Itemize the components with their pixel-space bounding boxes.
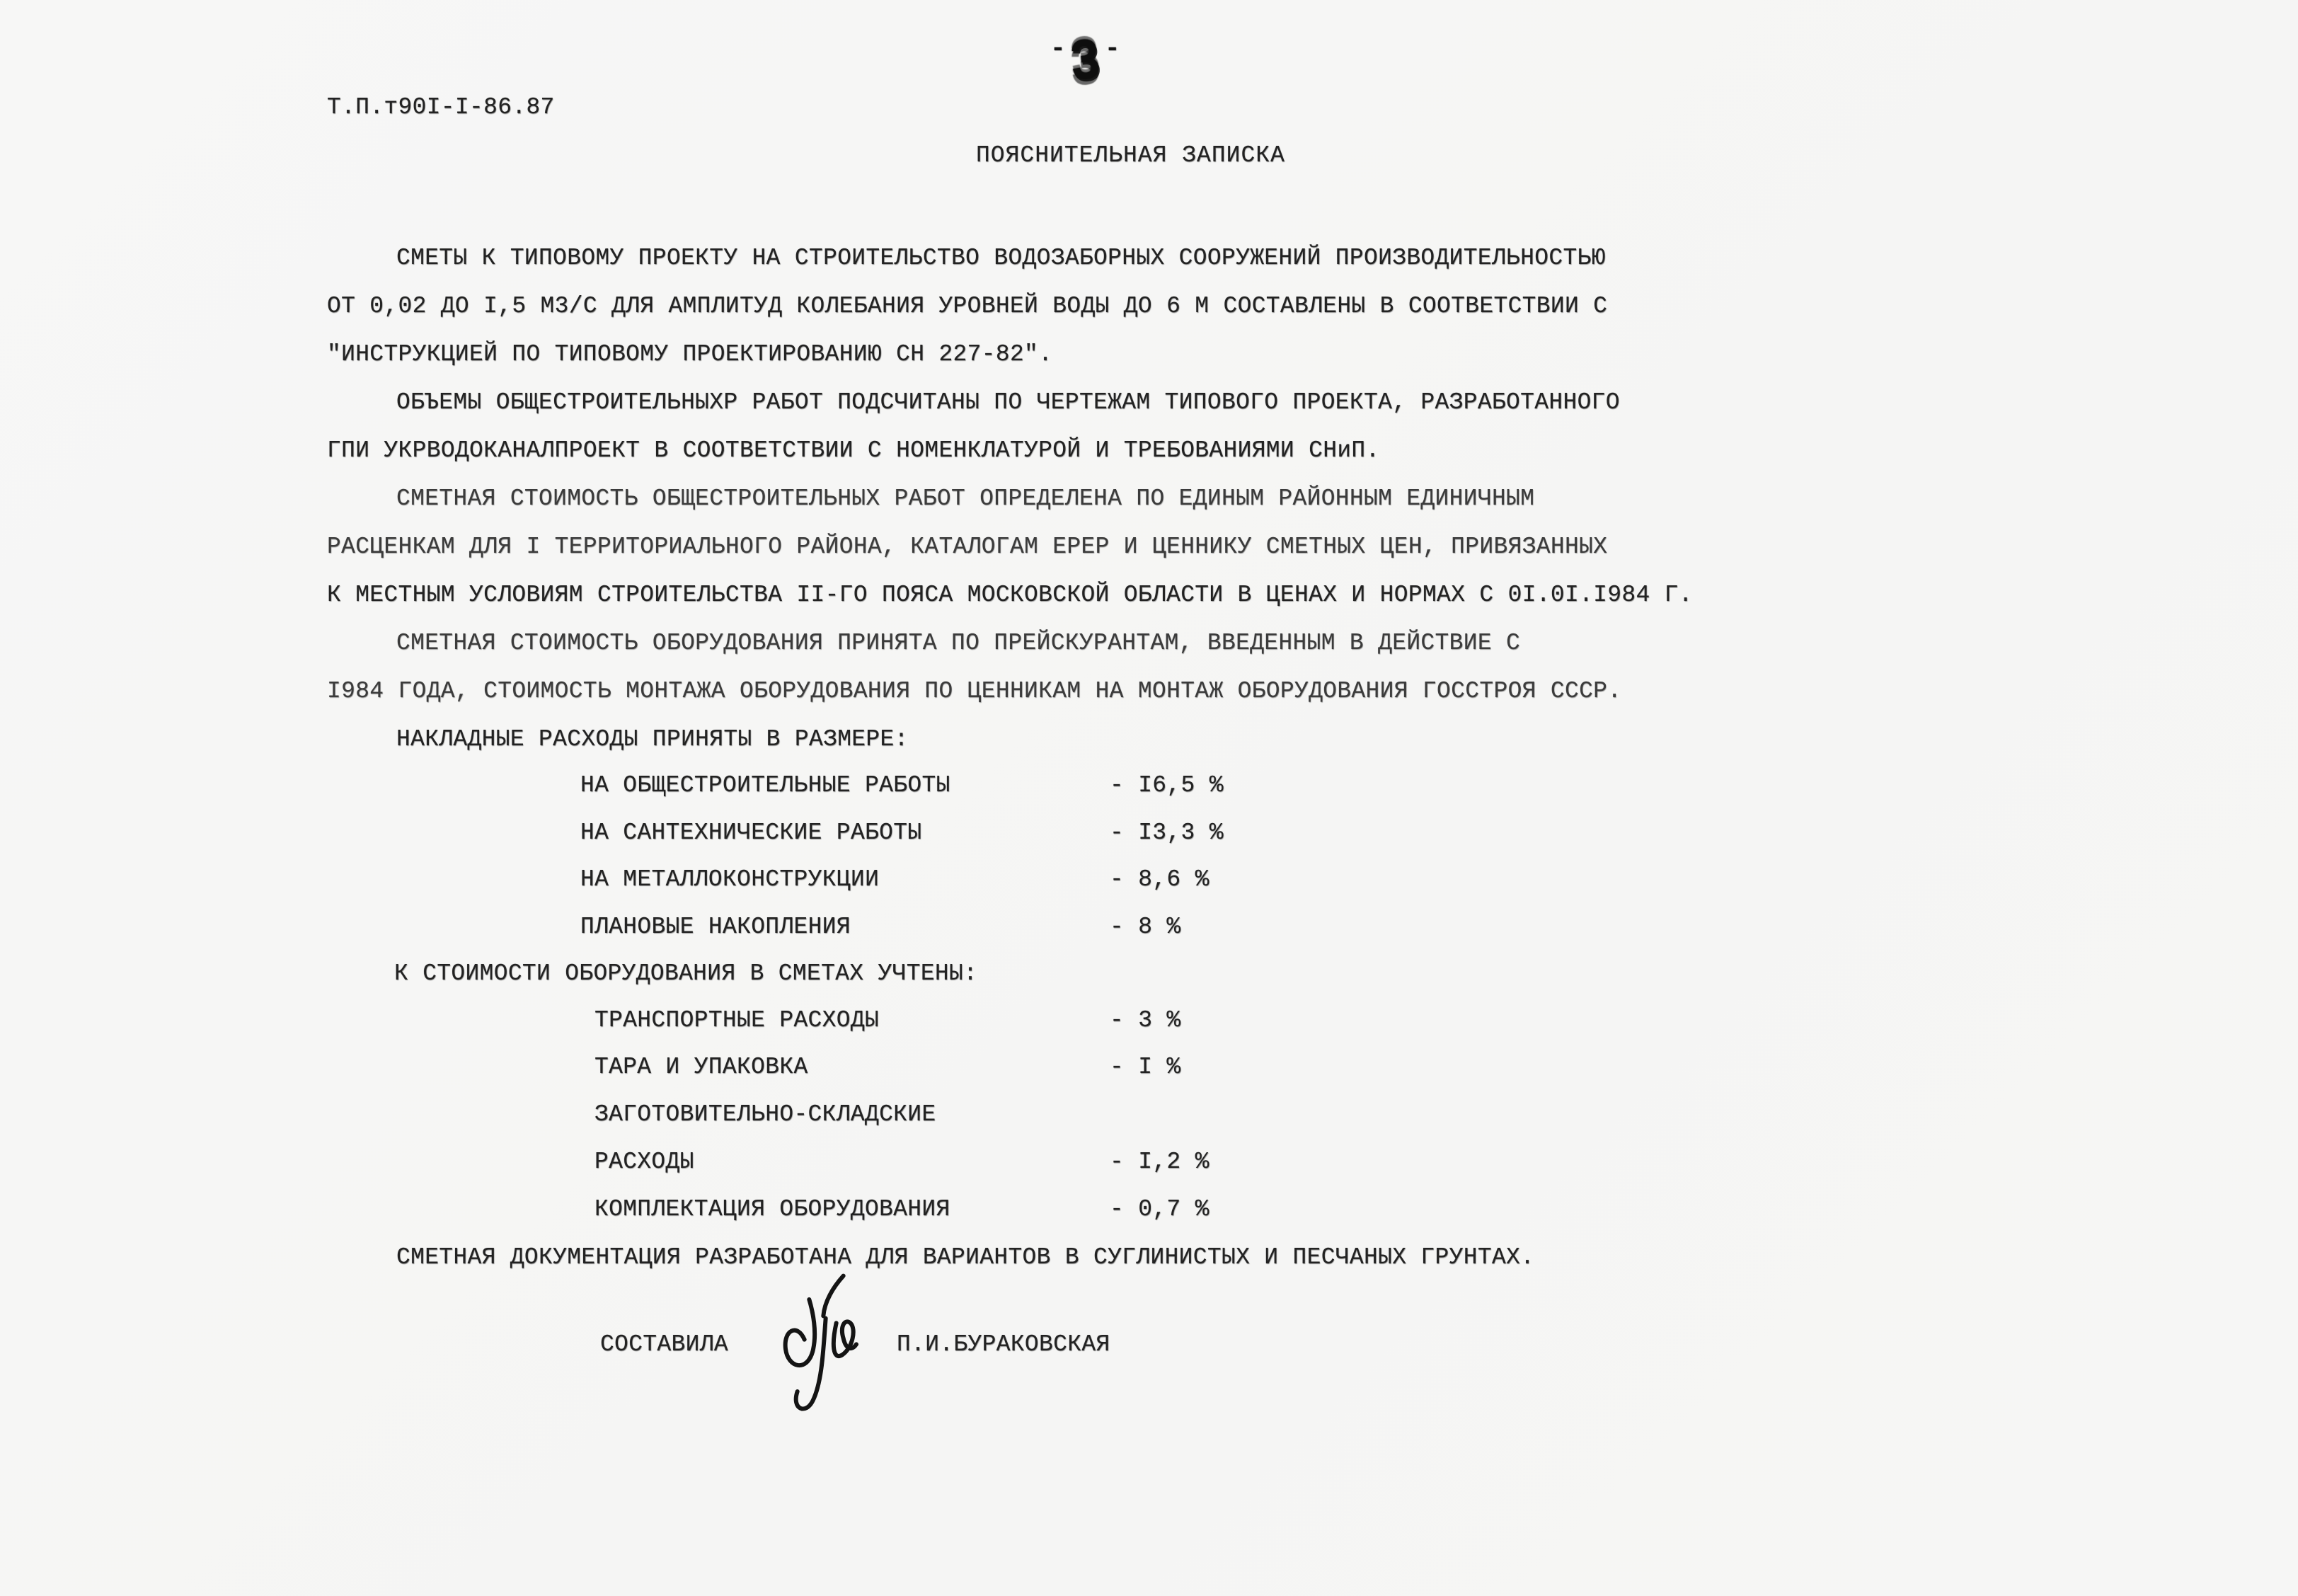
paragraph-line: ОТ 0,02 ДО I,5 М3/С ДЛЯ АМПЛИТУД КОЛЕБАНИЯ УРОВНЕЙ ВОДЫ ДО 6 М СОСТАВЛЕНЫ В СООТВЕТСТВИИ С [327, 293, 1608, 319]
doc-code: Т.П.т90I-I-86.87 [327, 94, 555, 120]
equipment-item-value: - I % [1110, 1054, 1181, 1080]
page-number [1046, 28, 1124, 98]
page-number-digit: 3 [1067, 28, 1103, 98]
paragraph-line: "ИНСТРУКЦИЕЙ ПО ТИПОВОМУ ПРОЕКТИРОВАНИЮ СН 227-82". [327, 341, 1053, 367]
closing-line: СМЕТНАЯ ДОКУМЕНТАЦИЯ РАЗРАБОТАНА ДЛЯ ВАРИАНТОВ В СУГЛИНИСТЫХ И ПЕСЧАНЫХ ГРУНТАХ. [396, 1244, 1535, 1270]
equipment-item-value: - I,2 % [1110, 1149, 1210, 1175]
overhead-item-label: НА САНТЕХНИЧЕСКИЕ РАБОТЫ [580, 820, 922, 846]
equipment-item-label: ТАРА И УПАКОВКА [594, 1054, 808, 1080]
equipment-item-value: - 3 % [1110, 1007, 1181, 1033]
overhead-item-value: - 8 % [1110, 914, 1181, 940]
equipment-item-label: РАСХОДЫ [594, 1149, 694, 1175]
overhead-item-value: - I6,5 % [1110, 772, 1224, 798]
paragraph-line: СМЕТЫ К ТИПОВОМУ ПРОЕКТУ НА СТРОИТЕЛЬСТВО ВОДОЗАБОРНЫХ СООРУЖЕНИЙ ПРОИЗВОДИТЕЛЬНОСТЬЮ [396, 245, 1606, 271]
handwritten-signature-icon [768, 1271, 888, 1416]
overhead-item-value: - I3,3 % [1110, 820, 1224, 846]
doc-title: ПОЯСНИТЕЛЬНАЯ ЗАПИСКА [976, 142, 1285, 168]
paragraph-line: К МЕСТНЫМ УСЛОВИЯМ СТРОИТЕЛЬСТВА II-ГО ПОЯСА МОСКОВСКОЙ ОБЛАСТИ В ЦЕНАХ И НОРМАХ С 0I.0I.I984 Г. [327, 582, 1693, 608]
equipment-item-label: КОМПЛЕКТАЦИЯ ОБОРУДОВАНИЯ [594, 1196, 950, 1222]
signature-name: П.И.БУРАКОВСКАЯ [897, 1331, 1110, 1357]
overhead-item-label: ПЛАНОВЫЕ НАКОПЛЕНИЯ [580, 914, 851, 940]
paragraph-line: РАСЦЕНКАМ ДЛЯ I ТЕРРИТОРИАЛЬНОГО РАЙОНА, КАТАЛОГАМ ЕРЕР И ЦЕННИКУ СМЕТНЫХ ЦЕН, ПРИВЯЗАННЫХ [327, 534, 1608, 560]
paragraph-line: I984 ГОДА, СТОИМОСТЬ МОНТАЖА ОБОРУДОВАНИЯ ПО ЦЕННИКАМ НА МОНТАЖ ОБОРУДОВАНИЯ ГОССТРОЯ СССР. [327, 678, 1622, 704]
overhead-item-label: НА МЕТАЛЛОКОНСТРУКЦИИ [580, 866, 880, 892]
paragraph-line: СМЕТНАЯ СТОИМОСТЬ ОБЩЕСТРОИТЕЛЬНЫХ РАБОТ ОПРЕДЕЛЕНА ПО ЕДИНЫМ РАЙОННЫМ ЕДИНИЧНЫМ [396, 486, 1535, 512]
signature-label: СОСТАВИЛА [600, 1331, 728, 1357]
equipment-item-label: ТРАНСПОРТНЫЕ РАСХОДЫ [594, 1007, 880, 1033]
page-number-dash-left: - [1050, 34, 1066, 63]
equipment-item-label: ЗАГОТОВИТЕЛЬНО-СКЛАДСКИЕ [594, 1101, 936, 1127]
page-number-dash-right: - [1104, 34, 1120, 63]
equipment-item-value: - 0,7 % [1110, 1196, 1210, 1222]
equipment-intro: К СТОИМОСТИ ОБОРУДОВАНИЯ В СМЕТАХ УЧТЕНЫ: [394, 960, 978, 987]
overhead-item-value: - 8,6 % [1110, 866, 1210, 892]
paragraph-line: ОБЪЕМЫ ОБЩЕСТРОИТЕЛЬНЫХР РАБОТ ПОДСЧИТАНЫ ПО ЧЕРТЕЖАМ ТИПОВОГО ПРОЕКТА, РАЗРАБОТАННОГО [396, 389, 1620, 415]
paragraph-line: СМЕТНАЯ СТОИМОСТЬ ОБОРУДОВАНИЯ ПРИНЯТА ПО ПРЕЙСКУРАНТАМ, ВВЕДЕННЫМ В ДЕЙСТВИЕ С [396, 630, 1521, 656]
overheads-intro: НАКЛАДНЫЕ РАСХОДЫ ПРИНЯТЫ В РАЗМЕРЕ: [396, 726, 909, 752]
paragraph-line: ГПИ УКРВОДОКАНАЛПРОЕКТ В СООТВЕТСТВИИ С НОМЕНКЛАТУРОЙ И ТРЕБОВАНИЯМИ СНиП. [327, 437, 1380, 464]
overhead-item-label: НА ОБЩЕСТРОИТЕЛЬНЫЕ РАБОТЫ [580, 772, 950, 798]
